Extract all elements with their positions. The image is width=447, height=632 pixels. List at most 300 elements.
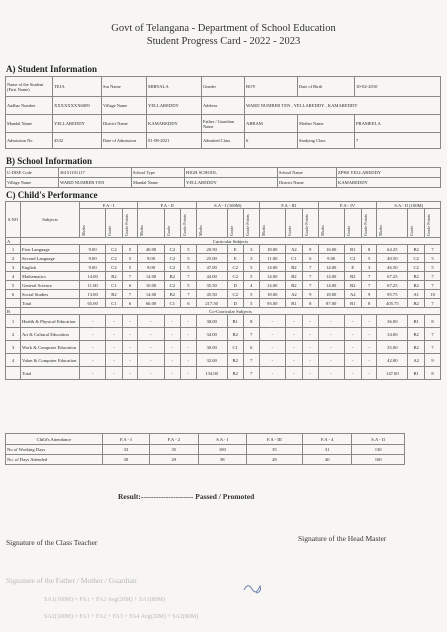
- score-cell: B2: [227, 354, 243, 367]
- score-cell: 6: [181, 299, 197, 308]
- score-cell: C2: [227, 272, 243, 281]
- column-header: [285, 209, 302, 238]
- row-number: [6, 299, 21, 308]
- address-label: Address: [202, 97, 245, 115]
- score-cell: C2: [164, 263, 180, 272]
- term-header: F.A - II: [138, 202, 196, 209]
- parent-signature: Signature of the Father / Mother / Guardian: [6, 576, 137, 585]
- score-cell: 14.00: [80, 272, 106, 281]
- score-cell: 9: [425, 354, 441, 367]
- score-cell: -: [164, 341, 180, 354]
- score-cell: 5: [181, 245, 197, 254]
- score-cell: 8: [361, 245, 377, 254]
- formula-sa1: SA1(100M) = FA1 + FA2 Avg(20M) + SA1(80M): [44, 597, 165, 603]
- attendance-value: 29: [149, 455, 198, 465]
- mandal-label: Mandal Name: [6, 115, 53, 133]
- surname: MIRYALA: [147, 77, 202, 97]
- score-cell: -: [80, 328, 106, 341]
- score-cell: -: [344, 354, 361, 367]
- gender: BOY: [245, 77, 298, 97]
- score-cell: C2: [106, 263, 122, 272]
- score-cell: B2: [408, 281, 425, 290]
- score-cell: 40.00: [138, 245, 164, 254]
- subject-name: First Language: [21, 245, 80, 254]
- father-label: Father / Guardian Name: [202, 115, 245, 133]
- column-header: [181, 209, 197, 238]
- subject-name: Health & Physical Education: [21, 315, 80, 328]
- subject-name: Art & Cultural Education: [21, 328, 80, 341]
- score-cell: 7: [243, 328, 259, 341]
- attendance-value: 100: [352, 455, 405, 465]
- score-cell: -: [344, 315, 361, 328]
- term-header: S.A - II (100M): [377, 202, 441, 209]
- score-cell: -: [285, 354, 302, 367]
- score-cell: 34.00: [196, 328, 227, 341]
- score-cell: B2: [164, 272, 180, 281]
- column-header-text: Grade Points: [123, 214, 129, 236]
- row-number: 1: [6, 245, 21, 254]
- score-cell: 6: [122, 299, 138, 308]
- score-cell: 5: [122, 263, 138, 272]
- score-cell: -: [361, 341, 377, 354]
- score-cell: E: [344, 263, 361, 272]
- score-cell: B2: [285, 281, 302, 290]
- column-header-text: Marks: [378, 225, 384, 236]
- score-cell: B1: [408, 315, 425, 328]
- gender-label: Gender: [202, 77, 245, 97]
- aadhar-label: Aadhar Number: [6, 97, 53, 115]
- row-number: 3: [6, 341, 21, 354]
- table-row: [6, 281, 441, 290]
- score-cell: 8: [361, 299, 377, 308]
- dob: 10-02-2010: [355, 77, 441, 97]
- score-cell: -: [181, 367, 197, 380]
- score-cell: 13.00: [80, 290, 106, 299]
- school-mandal: YELLAREDDY: [185, 178, 278, 188]
- subject-name: Value & Computer Education: [21, 354, 80, 367]
- score-cell: 16.00: [318, 245, 344, 254]
- table-row: [6, 315, 441, 328]
- score-cell: 9.00: [138, 254, 164, 263]
- score-cell: 35.50: [196, 281, 227, 290]
- score-cell: -: [122, 341, 138, 354]
- aadhar: XXXXXXXX6009: [53, 97, 102, 115]
- school-district: KAMAREDDY: [337, 178, 441, 188]
- score-cell: -: [164, 328, 180, 341]
- table-row: [6, 263, 441, 272]
- score-cell: 8: [425, 367, 441, 380]
- headmaster-signature: Signature of the Head Master: [298, 534, 387, 543]
- score-cell: B2: [408, 245, 425, 254]
- score-cell: -: [106, 341, 122, 354]
- score-cell: 4: [243, 281, 259, 290]
- score-cell: -: [285, 341, 302, 354]
- score-cell: 9.00: [80, 245, 106, 254]
- row-number: 1: [6, 315, 21, 328]
- score-cell: 14.00: [138, 290, 164, 299]
- column-header-text: Grade: [228, 225, 234, 236]
- score-cell: -: [138, 315, 164, 328]
- column-header-text: Marks: [81, 225, 86, 236]
- score-cell: B2: [408, 272, 425, 281]
- score-cell: C2: [106, 254, 122, 263]
- score-cell: 9.00: [138, 263, 164, 272]
- column-header-text: Grade Points: [426, 214, 432, 236]
- village-label: Village Name: [102, 97, 147, 115]
- score-cell: -: [302, 341, 318, 354]
- score-cell: -: [106, 328, 122, 341]
- score-cell: 7: [243, 354, 259, 367]
- subject-name: Social Studies: [21, 290, 80, 299]
- term-header: F.A - I: [80, 202, 138, 209]
- score-cell: 405.75: [377, 299, 408, 308]
- score-cell: 5: [243, 272, 259, 281]
- score-cell: -: [181, 315, 197, 328]
- score-cell: 7: [361, 272, 377, 281]
- score-cell: B2: [285, 272, 302, 281]
- score-cell: D: [227, 299, 243, 308]
- score-cell: -: [122, 328, 138, 341]
- attendance-value: 35: [149, 445, 198, 455]
- row-number: 3: [6, 263, 21, 272]
- score-cell: 7: [243, 367, 259, 380]
- score-cell: 45.50: [196, 290, 227, 299]
- score-cell: A2: [285, 290, 302, 299]
- subjects-header: Subjects: [21, 202, 80, 238]
- subject-name: Second Language: [21, 254, 80, 263]
- sno-header: S.NO: [6, 202, 21, 238]
- score-cell: -: [361, 367, 377, 380]
- score-cell: -: [80, 315, 106, 328]
- score-cell: 14.00: [318, 263, 344, 272]
- score-cell: A2: [408, 354, 425, 367]
- attendance-value: 130: [352, 445, 405, 455]
- score-cell: 9.00: [80, 263, 106, 272]
- subject-name: Total: [21, 367, 80, 380]
- mother-label: Mother Name: [298, 115, 355, 133]
- term-header: F.A - III: [259, 202, 318, 209]
- score-cell: -: [302, 367, 318, 380]
- row-number: 4: [6, 272, 21, 281]
- score-cell: 6: [302, 254, 318, 263]
- score-cell: B1: [344, 245, 361, 254]
- score-cell: -: [285, 315, 302, 328]
- score-cell: 7: [425, 341, 441, 354]
- score-cell: 5: [425, 254, 441, 263]
- admno-label: Admission No: [6, 133, 53, 149]
- column-header-text: Grade Points: [303, 214, 309, 236]
- row-number: 4: [6, 354, 21, 367]
- score-cell: 18.00: [318, 290, 344, 299]
- header-title: Govt of Telangana - Department of School Education: [111, 23, 336, 34]
- subject-name: English: [21, 263, 80, 272]
- score-cell: 7: [425, 299, 441, 308]
- score-cell: 7: [181, 272, 197, 281]
- section-performance: C) Child's Performance: [6, 190, 98, 200]
- score-cell: -: [285, 367, 302, 380]
- doa-label: Date of Admission: [102, 133, 147, 149]
- score-cell: -: [122, 315, 138, 328]
- score-cell: 5: [122, 245, 138, 254]
- score-cell: 5: [243, 290, 259, 299]
- score-cell: C1: [285, 254, 302, 263]
- score-cell: 18.00: [259, 290, 285, 299]
- score-cell: C2: [164, 281, 180, 290]
- score-cell: -: [318, 367, 344, 380]
- udise: 36151101117: [59, 168, 132, 178]
- score-cell: -: [318, 354, 344, 367]
- mandal: YELLAREDDY: [53, 115, 102, 133]
- school-village: WARD NUMBER TEN: [59, 178, 132, 188]
- attendance-term: F.A - 2: [149, 434, 198, 445]
- result-suffix: ---------- Passed / Promoted: [168, 492, 255, 501]
- term-header: F.A - IV: [318, 202, 377, 209]
- formula-sa2: SA2(100M) = FA1 + FA2 + FA3 + FA4 Avg(20M) + SA2(80M): [44, 614, 199, 620]
- attendance-value: 35: [246, 445, 302, 455]
- score-cell: C2: [227, 263, 243, 272]
- column-header: [122, 209, 138, 238]
- score-cell: B2: [164, 290, 180, 299]
- section-a-label: A: [6, 238, 21, 245]
- score-cell: -: [344, 367, 361, 380]
- score-cell: 14.00: [318, 272, 344, 281]
- score-cell: 7: [302, 281, 318, 290]
- district: KAMAREDDY: [147, 115, 202, 133]
- table-row: [6, 328, 441, 341]
- column-header-text: Marks: [197, 225, 203, 236]
- score-cell: 8: [243, 315, 259, 328]
- score-cell: 7: [302, 272, 318, 281]
- score-cell: 14.00: [318, 281, 344, 290]
- score-cell: -: [80, 354, 106, 367]
- column-header: [318, 209, 344, 238]
- score-cell: 8: [425, 315, 441, 328]
- column-header: [138, 209, 164, 238]
- score-cell: 6: [122, 281, 138, 290]
- school-type: HIGH SCHOOL: [185, 168, 278, 178]
- column-header-text: Marks: [260, 225, 266, 236]
- name-label: Name of the Student (First Name): [6, 77, 53, 97]
- score-cell: -: [285, 328, 302, 341]
- score-cell: C1: [227, 341, 243, 354]
- score-cell: 3: [361, 263, 377, 272]
- section-student-info: A) Student Information: [6, 64, 98, 74]
- score-cell: 67.25: [377, 272, 408, 281]
- score-cell: A2: [344, 290, 361, 299]
- column-header-text: Grade: [165, 225, 171, 236]
- score-cell: -: [302, 354, 318, 367]
- score-cell: -: [122, 354, 138, 367]
- score-cell: 7: [302, 263, 318, 272]
- score-cell: -: [181, 341, 197, 354]
- score-cell: B1: [285, 299, 302, 308]
- dob-label: Date of Birth: [298, 77, 355, 97]
- score-cell: -: [181, 354, 197, 367]
- village: YELLAREDDY: [147, 97, 202, 115]
- table-row: [6, 290, 441, 299]
- column-header-text: Grade Points: [362, 214, 368, 236]
- score-cell: 7: [425, 281, 441, 290]
- score-cell: -: [164, 354, 180, 367]
- subject-name: Mathematics: [21, 272, 80, 281]
- score-cell: 134.00: [196, 367, 227, 380]
- admclass: 6: [245, 133, 298, 149]
- score-cell: -: [259, 315, 285, 328]
- attendance-row-label: No of Working Days: [6, 445, 103, 455]
- score-cell: -: [302, 315, 318, 328]
- column-header: [227, 209, 243, 238]
- column-header: [344, 209, 361, 238]
- school-info-table: [5, 167, 441, 188]
- score-cell: 5: [181, 254, 197, 263]
- attendance-value: 31: [303, 445, 352, 455]
- attendance-row: [6, 445, 405, 455]
- surname-label: Sur Name: [102, 77, 147, 97]
- score-cell: B1: [344, 299, 361, 308]
- score-cell: 7: [181, 290, 197, 299]
- column-header: [361, 209, 377, 238]
- score-cell: 7: [122, 290, 138, 299]
- score-cell: -: [181, 328, 197, 341]
- table-row: [6, 299, 441, 308]
- score-cell: -: [259, 328, 285, 341]
- row-number: 2: [6, 328, 21, 341]
- score-cell: B2: [344, 281, 361, 290]
- score-cell: 32.00: [196, 354, 227, 367]
- column-header: [196, 209, 227, 238]
- column-header-text: Grade: [107, 225, 113, 236]
- score-cell: 5: [122, 254, 138, 263]
- section-b-label: B: [6, 308, 21, 315]
- score-cell: B2: [285, 263, 302, 272]
- score-cell: 14.00: [259, 272, 285, 281]
- score-cell: 30.00: [196, 341, 227, 354]
- attendance-term: S.A - I: [198, 434, 246, 445]
- score-cell: 14.00: [259, 281, 285, 290]
- doa: 01-08-2021: [147, 133, 202, 149]
- attendance-value: 38: [198, 455, 246, 465]
- score-cell: B2: [344, 272, 361, 281]
- school-type-label: School Type: [132, 168, 185, 178]
- score-cell: E: [227, 254, 243, 263]
- attendance-value: 28: [246, 455, 302, 465]
- score-cell: 42.00: [377, 354, 408, 367]
- column-header: [302, 209, 318, 238]
- student-name: TEJA: [53, 77, 102, 97]
- score-cell: C1: [106, 281, 122, 290]
- cocurricular-header: Co-Curricular Subjects: [21, 308, 441, 315]
- result-line: [118, 492, 254, 501]
- score-cell: -: [106, 315, 122, 328]
- subject-name: General Science: [21, 281, 80, 290]
- score-cell: 11.00: [259, 254, 285, 263]
- page-header: [0, 22, 447, 48]
- score-cell: 5: [243, 263, 259, 272]
- score-cell: 7: [425, 272, 441, 281]
- score-cell: 6: [243, 341, 259, 354]
- score-cell: 7: [425, 328, 441, 341]
- score-cell: 14.00: [259, 263, 285, 272]
- score-cell: A2: [285, 245, 302, 254]
- signature-scribble: [242, 580, 264, 596]
- score-cell: C2: [227, 290, 243, 299]
- score-cell: 7: [425, 245, 441, 254]
- score-cell: 3: [243, 254, 259, 263]
- student-info-table: [5, 76, 441, 149]
- table-row: [6, 354, 441, 367]
- attendance-value: 100: [198, 445, 246, 455]
- column-header: [259, 209, 285, 238]
- score-cell: 14.00: [138, 272, 164, 281]
- row-number: 6: [6, 290, 21, 299]
- score-cell: 7: [361, 281, 377, 290]
- attendance-term: F.A - III: [246, 434, 302, 445]
- attendance-label: Child's Attendance: [6, 434, 103, 445]
- score-cell: C2: [344, 254, 361, 263]
- score-cell: 64.25: [377, 245, 408, 254]
- score-cell: -: [164, 315, 180, 328]
- column-header-text: Grade: [345, 225, 351, 236]
- attendance-value: 30: [103, 455, 150, 465]
- score-cell: -: [318, 315, 344, 328]
- attendance-term: F.A - I: [103, 434, 150, 445]
- score-cell: -: [344, 328, 361, 341]
- score-cell: -: [259, 354, 285, 367]
- score-cell: B2: [408, 341, 425, 354]
- score-cell: 35.00: [377, 341, 408, 354]
- studying-class: 7: [355, 133, 441, 149]
- score-cell: 34.00: [377, 328, 408, 341]
- column-header: [80, 209, 106, 238]
- score-cell: C2: [164, 245, 180, 254]
- score-cell: 36.00: [377, 315, 408, 328]
- row-number: [6, 367, 21, 380]
- district-label: District Name: [102, 115, 147, 133]
- score-cell: -: [80, 367, 106, 380]
- table-row: [6, 245, 441, 254]
- school-village-label: Village Name: [6, 178, 59, 188]
- section-school-info: B) School Information: [6, 156, 93, 166]
- performance-table: [5, 201, 441, 380]
- score-cell: 147.00: [377, 367, 408, 380]
- score-cell: -: [361, 315, 377, 328]
- score-cell: B2: [227, 367, 243, 380]
- score-cell: C2: [408, 263, 425, 272]
- term-header: S.A - I (100M): [196, 202, 259, 209]
- score-cell: 7: [122, 272, 138, 281]
- score-cell: 65.00: [80, 299, 106, 308]
- column-header: [243, 209, 259, 238]
- subject-name: Total: [21, 299, 80, 308]
- column-header-text: Grade Points: [182, 214, 188, 236]
- score-cell: 47.00: [196, 263, 227, 272]
- score-cell: 20.50: [196, 245, 227, 254]
- score-cell: B2: [408, 328, 425, 341]
- score-cell: 3: [243, 245, 259, 254]
- school-mandal-label: Mandal Name: [132, 178, 185, 188]
- score-cell: -: [302, 328, 318, 341]
- score-cell: 67.25: [377, 281, 408, 290]
- score-cell: -: [138, 341, 164, 354]
- admno: 4532: [53, 133, 102, 149]
- score-cell: D: [227, 281, 243, 290]
- column-header-text: Marks: [139, 225, 145, 236]
- score-cell: B2: [106, 290, 122, 299]
- attendance-term: S.A - II: [352, 434, 405, 445]
- class-teacher-signature: Signature of the Class Teacher: [6, 538, 98, 547]
- score-cell: 95.75: [377, 290, 408, 299]
- column-header-text: Grade Points: [244, 214, 250, 236]
